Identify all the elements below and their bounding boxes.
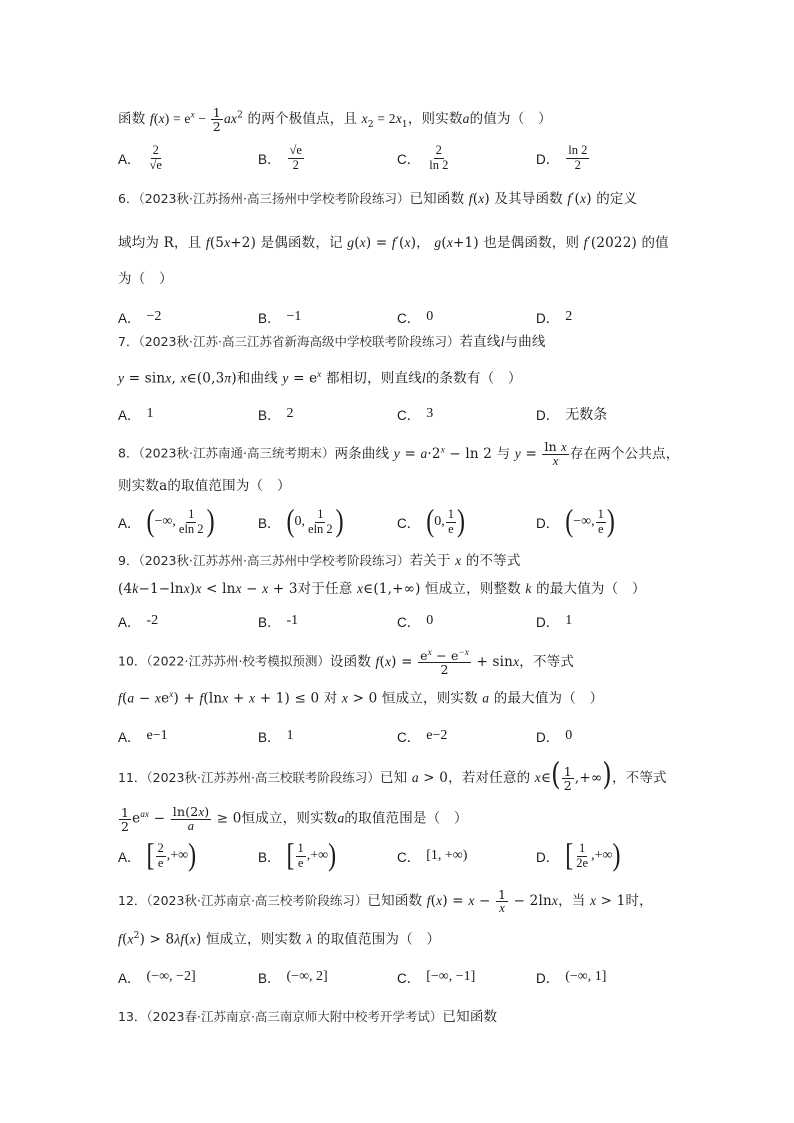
- q5-option-a[interactable]: A． $\frac{2}{√e}$: [118, 143, 162, 172]
- q7-line1: 7．（2023秋·江苏·高三江苏省新海高级中学校联考阶段练习）若直线l与曲线: [118, 334, 546, 350]
- q7-option-b[interactable]: B． 2: [258, 406, 294, 423]
- q7-option-c[interactable]: C． 3: [397, 406, 434, 423]
- q8-source: 8．（2023秋·江苏南通·高三统考期末）: [118, 445, 335, 461]
- q11-option-b[interactable]: B． [ $\frac{1}{e}$ ,+∞ ): [258, 839, 337, 873]
- q8-option-d[interactable]: D． ( −∞, $\frac{1}{e}$ ): [536, 505, 615, 539]
- q9-line2: (4k−1−lnx)x < lnx − x + 3对于任意 x∈(1,+∞) 恒成立，则整数 k 的最大值为（ ）: [118, 581, 646, 597]
- q6-line2: 域均为 R，且 f(5x+2) 是偶函数，记 g(x) = f′(x)， g(x+1) 也是偶函数，则 f′(2022) 的值: [118, 235, 669, 251]
- q9-options: [118, 601, 718, 641]
- q12-option-b[interactable]: B． (−∞, 2]: [258, 969, 328, 986]
- q11-line2: $\frac{1}{2}$ $e^{ax}$ − $\frac{\ln(2x)}{a}$ ≥ 0恒成立，则实数a的取值范围是（ ）: [121, 804, 468, 834]
- q11-options: [118, 836, 718, 876]
- q12-line2: $f(x^2) > 8\lambda f(x)$ 恒成立，则实数 λ 的取值范围为（ ）: [118, 931, 441, 948]
- q10-source: 10．（2022·江苏苏州·校考模拟预测）: [118, 653, 330, 669]
- q11-option-d[interactable]: D． [ $\frac{1}{2e}$ ,+∞ ): [536, 839, 621, 873]
- q10-line1: 10．（2022·江苏苏州·校考模拟预测）设函数 f(x) = $\frac{e^x - e^{-x}}{2}$ + sinx，不等式: [118, 647, 575, 678]
- q6-option-b[interactable]: B． −1: [258, 309, 302, 326]
- q8-options: [118, 502, 718, 542]
- q12-option-a[interactable]: A． (−∞, −2]: [118, 969, 196, 986]
- q9-option-b[interactable]: B． -1: [258, 613, 299, 630]
- q10-line2: $f(a - xe^x) + f(\ln x + x + 1) \le 0$ 对 x > 0 恒成立，则实数 a 的最大值为（ ）: [118, 689, 604, 707]
- q6-source: 6．（2023秋·江苏扬州·高三扬州中学校考阶段练习）: [118, 191, 410, 206]
- q7-option-d[interactable]: D． 无数条: [536, 407, 608, 423]
- q13-line1: 13．（2023春·江苏南京·高三南京师大附中校考开学考试）已知函数: [118, 1009, 498, 1025]
- q7-option-a[interactable]: A． 1: [118, 406, 154, 423]
- q10-option-d[interactable]: D． 0: [536, 728, 573, 745]
- q11-source: 11．（2023秋·江苏苏州·高三校联考阶段练习）: [118, 770, 380, 785]
- q6-line3: 为（ ）: [118, 271, 173, 287]
- q12-source: 12．（2023秋·江苏南京·高三校考阶段练习）: [118, 893, 368, 909]
- q12-option-d[interactable]: D． (−∞, 1]: [536, 969, 607, 986]
- q11-option-a[interactable]: A． [ $\frac{2}{e}$ ,+∞ ): [118, 839, 197, 873]
- q10-option-c[interactable]: C． e−2: [397, 728, 448, 745]
- q6-option-d[interactable]: D． 2: [536, 309, 573, 326]
- q11-option-c[interactable]: C． [1, +∞): [397, 848, 468, 865]
- q13-source: 13．（2023春·江苏南京·高三南京师大附中校考开学考试）: [118, 1009, 443, 1024]
- q12-option-c[interactable]: C． [−∞, −1]: [397, 969, 476, 986]
- q8-option-a[interactable]: A． ( −∞, $\frac{1}{eln 2}$ ): [118, 505, 215, 539]
- q5-option-c[interactable]: C． $\frac{2}{\ln 2}$: [397, 143, 449, 172]
- q9-option-c[interactable]: C． 0: [397, 613, 434, 630]
- q6-line1: 6．（2023秋·江苏扬州·高三扬州中学校考阶段练习）已知函数 f(x) 及其导函数 f′(x) 的定义: [118, 191, 638, 207]
- q9-option-d[interactable]: D． 1: [536, 613, 573, 630]
- q12-line1: 12．（2023秋·江苏南京·高三校考阶段练习）已知函数 f(x) = x − $\frac{1}{x}$ − 2lnx，当 x > 1时，: [118, 887, 653, 916]
- q8-line2: 则实数a的取值范围为（ ）: [118, 478, 291, 494]
- q9-source: 9．（2023秋·江苏苏州·高三苏州中学校考阶段练习）: [118, 553, 410, 568]
- q9-option-a[interactable]: A． -2: [118, 613, 159, 630]
- q10-option-a[interactable]: A． e−1: [118, 728, 168, 745]
- q12-options: [118, 957, 718, 997]
- q7-options: [118, 394, 718, 434]
- q8-option-b[interactable]: B． ( 0, $\frac{1}{eln 2}$ ): [258, 505, 344, 539]
- q6-option-c[interactable]: C． 0: [397, 309, 434, 326]
- q9-line1: 9．（2023秋·江苏苏州·高三苏州中学校考阶段练习）若关于 x 的不等式: [118, 553, 521, 569]
- q5-option-b[interactable]: B． $\frac{√e}{2}$: [258, 143, 302, 172]
- q7-line2: y = sinx, x∈(0,3π)和曲线 $y = e^x$ 都相切，则直线l的条数有（ ）: [118, 369, 522, 387]
- q10-options: [118, 716, 718, 756]
- q6-option-a[interactable]: A． −2: [118, 309, 162, 326]
- q11-line1: 11．（2023秋·江苏苏州·高三校联考阶段练习）已知 a > 0，若对任意的 x∈( $\frac{1}{2}$ ,+∞)，不等式: [118, 755, 667, 793]
- q8-option-c[interactable]: C． ( 0, $\frac{1}{e}$ ): [397, 505, 465, 539]
- q7-source: 7．（2023秋·江苏·高三江苏省新海高级中学校联考阶段练习）: [118, 334, 460, 349]
- q5-stem: 函数 $f(x) = e^x$ − $\frac{1}{2}$ $ax^2$ 的两个极值点，且 $x_2 = 2x_1$，则实数a的值为（ ）: [118, 105, 552, 135]
- q8-line1: 8．（2023秋·江苏南通·高三统考期末）两条曲线 $y = a\cdot 2^x - \ln 2$ 与 y = $\frac{\text{ln x}}{x}$ 存在两个公共点，: [118, 439, 680, 469]
- q5-options: [118, 138, 718, 178]
- q10-option-b[interactable]: B． 1: [258, 728, 294, 745]
- q5-option-d[interactable]: D． $\frac{\ln 2}{2}$: [536, 143, 588, 172]
- q6-options: [118, 297, 718, 337]
